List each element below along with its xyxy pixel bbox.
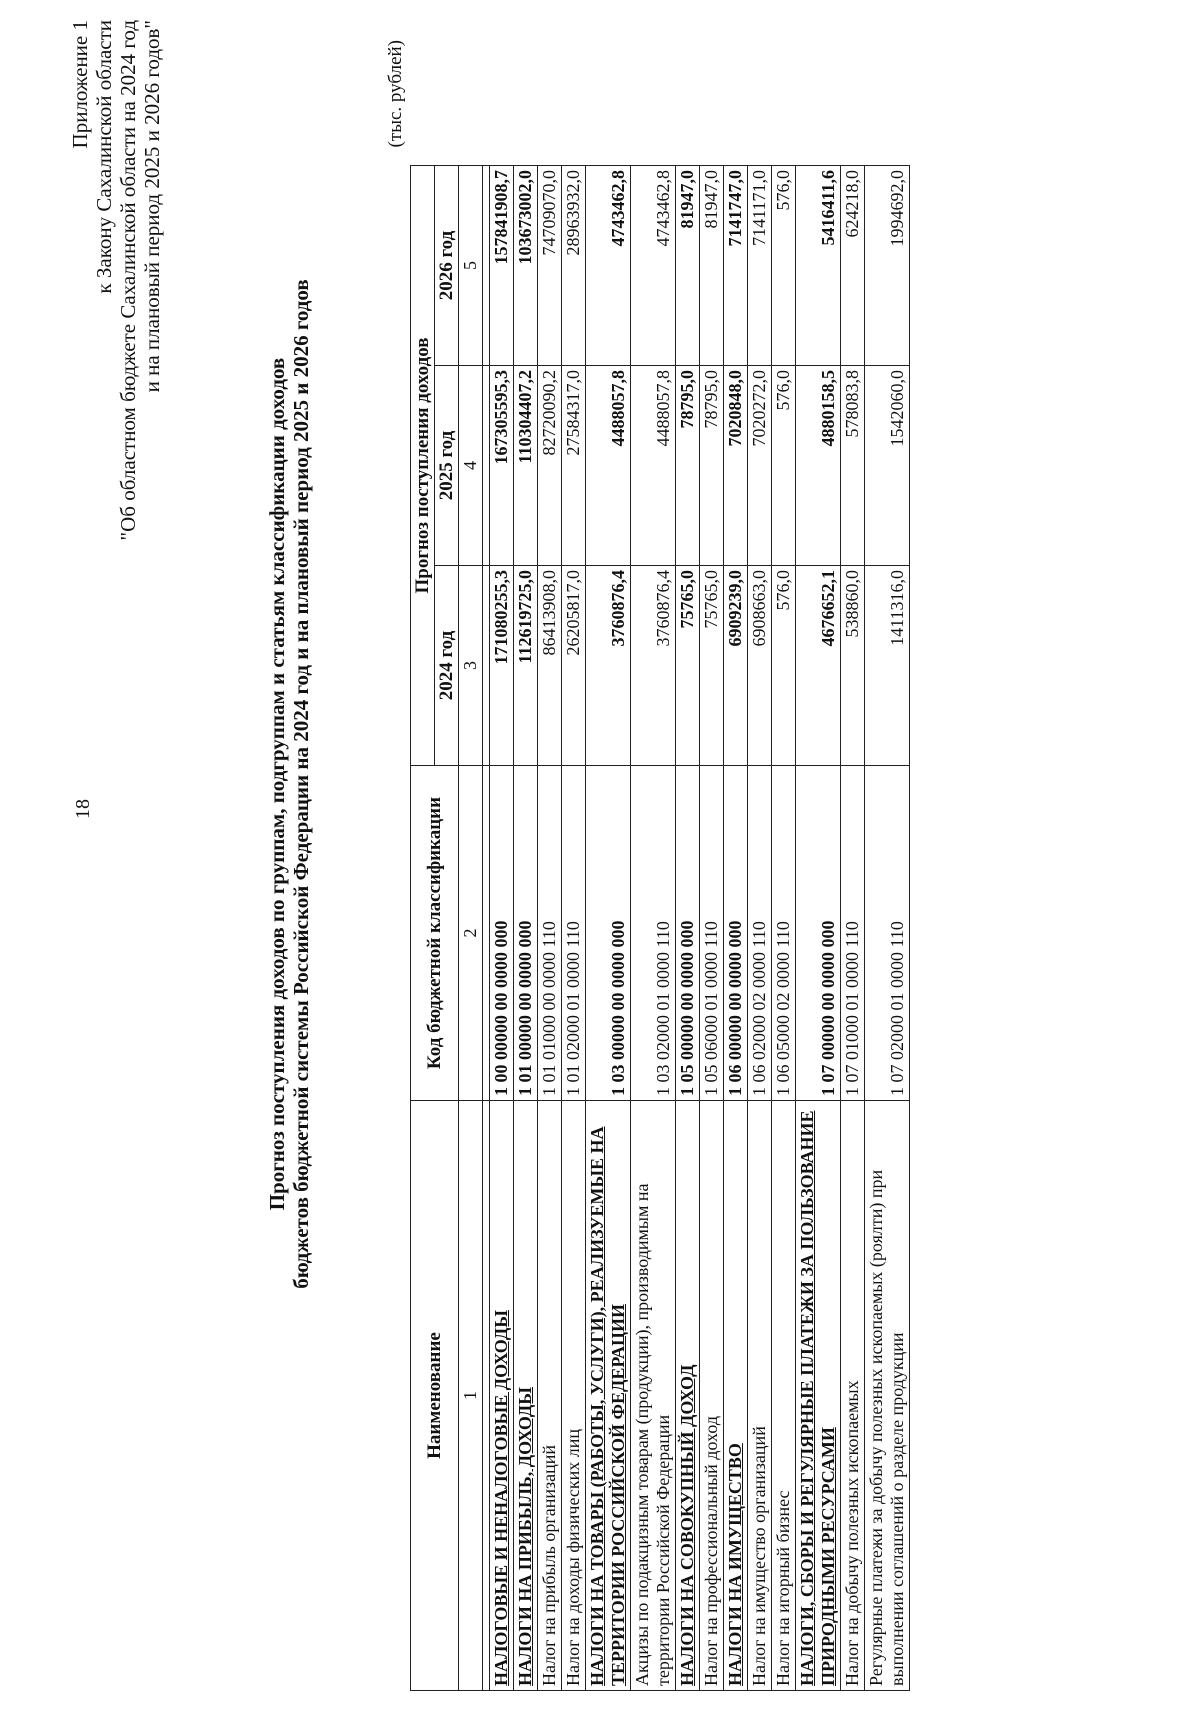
spacer-row — [483, 166, 490, 1691]
header-2025: 2025 год — [435, 366, 459, 566]
row-2024-cell: 3760876,4 — [586, 566, 631, 766]
row-2025-cell: 82720090,2 — [538, 366, 562, 566]
table-row — [724, 166, 748, 1691]
row-2026-cell: 7141747,0 — [724, 166, 748, 366]
row-code-cell: 1 01 02000 01 0000 110 — [562, 766, 586, 1101]
table-row — [538, 166, 562, 1691]
row-2024-cell: 1411316,0 — [865, 566, 910, 766]
row-2026-cell: 4743462,8 — [586, 166, 631, 366]
row-code-cell: 1 06 00000 00 0000 000 — [724, 766, 748, 1101]
header-2024: 2024 год — [435, 566, 459, 766]
row-2024-cell: 75765,0 — [676, 566, 700, 766]
row-2025-cell: 7020848,0 — [724, 366, 748, 566]
row-2025-cell: 78795,0 — [700, 366, 724, 566]
row-code-cell: 1 00 00000 00 0000 000 — [490, 766, 514, 1101]
table-row — [796, 166, 841, 1691]
table-row — [700, 166, 724, 1691]
table-row — [586, 166, 631, 1691]
row-2026-cell: 81947,0 — [700, 166, 724, 366]
row-code-cell: 1 05 00000 00 0000 000 — [676, 766, 700, 1101]
row-2024-cell: 3760876,4 — [631, 566, 676, 766]
row-code-cell: 1 07 00000 00 0000 000 — [796, 766, 841, 1101]
document-title — [265, 109, 313, 1459]
header-name: Наименование — [411, 1101, 459, 1691]
table-row — [841, 166, 865, 1691]
row-2025-cell: 78795,0 — [676, 366, 700, 566]
table-row — [772, 166, 796, 1691]
appendix-line: Приложение 1 — [68, 20, 92, 149]
row-2024-cell: 6908663,0 — [748, 566, 772, 766]
row-2025-cell: 167305595,3 — [490, 366, 514, 566]
row-2026-cell: 1994692,0 — [865, 166, 910, 366]
row-code-cell: 1 01 01000 00 0000 110 — [538, 766, 562, 1101]
units-label: (тыс. рублей) — [385, 40, 406, 148]
row-2025-cell: 4488057,8 — [586, 366, 631, 566]
row-name-cell: Регулярные платежи за добычу полезных ископаемых (роялти) при выполнении соглашений о разделе продукции — [865, 1101, 910, 1691]
row-code-cell: 1 03 02000 01 0000 110 — [631, 766, 676, 1101]
row-code-cell: 1 03 00000 00 0000 000 — [586, 766, 631, 1101]
column-index: 2 — [459, 766, 483, 1101]
table-row — [865, 166, 910, 1691]
revenue-table — [410, 165, 910, 1691]
table-row — [676, 166, 700, 1691]
row-code-cell: 1 06 05000 02 0000 110 — [772, 766, 796, 1101]
row-name-cell: Акцизы по подакцизным товарам (продукции), производимым на территории Российской Федерации — [631, 1101, 676, 1691]
table-row — [631, 166, 676, 1691]
row-2025-cell: 4880158,5 — [796, 366, 841, 566]
row-2024-cell: 6909239,0 — [724, 566, 748, 766]
column-index: 3 — [459, 566, 483, 766]
row-2026-cell: 5416411,6 — [796, 166, 841, 366]
row-2025-cell: 4488057,8 — [631, 366, 676, 566]
row-2024-cell: 75765,0 — [700, 566, 724, 766]
row-2024-cell: 26205817,0 — [562, 566, 586, 766]
row-name-cell: НАЛОГИ НА ИМУЩЕСТВО — [724, 1101, 748, 1691]
table-row — [562, 166, 586, 1691]
row-2026-cell: 7141171,0 — [748, 166, 772, 366]
row-code-cell: 1 06 02000 02 0000 110 — [748, 766, 772, 1101]
column-index: 4 — [459, 366, 483, 566]
row-name-cell: Налог на игорный бизнес — [772, 1101, 796, 1691]
row-name-cell: НАЛОГИ, СБОРЫ И РЕГУЛЯРНЫЕ ПЛАТЕЖИ ЗА ПОЛЬЗОВАНИЕ ПРИРОДНЫМИ РЕСУРСАМИ — [796, 1101, 841, 1691]
title-line: Прогноз поступления доходов по группам, подгруппам и статьям классификации доходов — [265, 357, 289, 1211]
appendix-line: к Закону Сахалинской области — [92, 20, 116, 294]
row-2026-cell: 576,0 — [772, 166, 796, 366]
header-forecast: Прогноз поступления доходов — [411, 166, 435, 766]
row-code-cell: 1 01 00000 00 0000 000 — [514, 766, 538, 1101]
table-row — [514, 166, 538, 1691]
row-2024-cell: 86413908,0 — [538, 566, 562, 766]
row-2025-cell: 1542060,0 — [865, 366, 910, 566]
row-2024-cell: 576,0 — [772, 566, 796, 766]
row-name-cell: Налог на имущество организаций — [748, 1101, 772, 1691]
page-number: 18 — [72, 799, 94, 819]
row-2025-cell: 578083,8 — [841, 366, 865, 566]
row-name-cell: НАЛОГИ НА ПРИБЫЛЬ, ДОХОДЫ — [514, 1101, 538, 1691]
row-2026-cell: 103673002,0 — [514, 166, 538, 366]
appendix-header — [68, 20, 164, 720]
row-2025-cell: 7020272,0 — [748, 366, 772, 566]
row-name-cell: НАЛОГИ НА СОВОКУПНЫЙ ДОХОД — [676, 1101, 700, 1691]
column-index: 1 — [459, 1101, 483, 1691]
table-row — [490, 166, 514, 1691]
row-name-cell: Налог на профессиональный доход — [700, 1101, 724, 1691]
row-2026-cell: 4743462,8 — [631, 166, 676, 366]
row-2026-cell: 157841908,7 — [490, 166, 514, 366]
row-2024-cell: 171080255,3 — [490, 566, 514, 766]
table-row — [748, 166, 772, 1691]
title-line: бюджетов бюджетной системы Российской Федерации на 2024 год и на плановый период 2025 и 2026 годов — [289, 279, 313, 1289]
row-2025-cell: 110304407,2 — [514, 366, 538, 566]
table-body — [459, 166, 910, 1691]
row-name-cell: Налог на добычу полезных ископаемых — [841, 1101, 865, 1691]
row-2026-cell: 624218,0 — [841, 166, 865, 366]
header-2026: 2026 год — [435, 166, 459, 366]
header-code: Код бюджетной классификации — [411, 766, 459, 1101]
row-2025-cell: 27584317,0 — [562, 366, 586, 566]
row-code-cell: 1 05 06000 01 0000 110 — [700, 766, 724, 1101]
row-2026-cell: 74709070,0 — [538, 166, 562, 366]
row-name-cell: Налог на доходы физических лиц — [562, 1101, 586, 1691]
row-2024-cell: 112619725,0 — [514, 566, 538, 766]
appendix-line: и на плановый период 2025 и 2026 годов" — [140, 20, 164, 393]
column-index-row — [459, 166, 483, 1691]
row-code-cell: 1 07 02000 01 0000 110 — [865, 766, 910, 1101]
row-name-cell: НАЛОГОВЫЕ И НЕНАЛОГОВЫЕ ДОХОДЫ — [490, 1101, 514, 1691]
row-name-cell: НАЛОГИ НА ТОВАРЫ (РАБОТЫ, УСЛУГИ), РЕАЛИЗУЕМЫЕ НА ТЕРРИТОРИИ РОССИЙСКОЙ ФЕДЕРАЦИИ — [586, 1101, 631, 1691]
row-2024-cell: 4676652,1 — [796, 566, 841, 766]
row-code-cell: 1 07 01000 01 0000 110 — [841, 766, 865, 1101]
row-2024-cell: 538860,0 — [841, 566, 865, 766]
row-2026-cell: 81947,0 — [676, 166, 700, 366]
column-index: 5 — [459, 166, 483, 366]
row-name-cell: Налог на прибыль организаций — [538, 1101, 562, 1691]
appendix-line: "Об областном бюджете Сахалинской области на 2024 год — [116, 20, 140, 541]
row-2025-cell: 576,0 — [772, 366, 796, 566]
row-2026-cell: 28963932,0 — [562, 166, 586, 366]
